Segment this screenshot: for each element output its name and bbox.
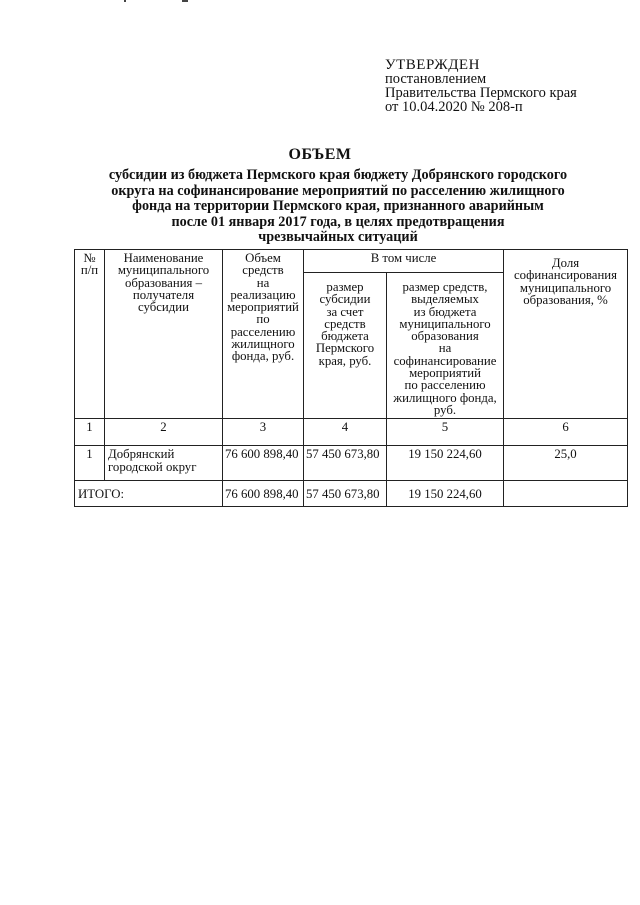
header-subsidy-line: размер [326,280,364,294]
header-row [75,250,628,273]
header-num [75,250,105,419]
subtitle-line: фонда на территории Пермского края, признанного аварийным [132,198,544,214]
subsidy-table [74,249,628,507]
header-num-line: № [83,251,96,265]
column-number: 5 [387,419,504,446]
header-local-line: выделяемых [411,292,479,307]
header-num-line: п/п [80,263,99,278]
table-row [75,446,628,481]
header-local-line: образования [411,329,479,344]
total-local: 19 150 224,60 [387,481,504,507]
header-subsidy-line: за счет [326,304,364,319]
approval-title: УТВЕРЖДЕН [385,57,480,73]
document-subtitle [78,168,598,246]
subtitle-line: после 01 января 2017 года, в целях предотвращения [171,213,505,230]
total-share [504,481,628,507]
header-volume-line: фонда, руб. [231,349,295,364]
header-share-line: образования, % [523,292,608,307]
header-volume [223,250,304,419]
header-including: В том числе [304,250,504,273]
header-subsidy-line: края, руб. [318,353,372,368]
document-title: ОБЪЕМ [288,146,352,163]
column-number: 3 [223,419,304,446]
header-volume-line: реализацию [230,287,296,302]
header-volume-line: жилищного [231,337,295,352]
header-local [387,273,504,419]
row-subsidy: 57 450 673,80 [304,446,387,481]
total-row [75,481,628,507]
header-local-line: муниципального [399,316,491,331]
header-local-line: софинансирование [393,353,497,368]
header-local-line: из бюджета [413,304,477,319]
header-name-line: субсидии [138,300,189,315]
total-volume: 76 600 898,40 [223,481,304,507]
header-local-line: на [438,341,452,356]
header-volume-line: по [256,312,270,327]
column-number: 2 [105,419,223,446]
header-local-line: руб. [433,402,457,417]
header-name [105,250,223,419]
header-volume-line: Объем [245,251,281,265]
header-subsidy [304,273,387,419]
header-local-line: мероприятий [409,366,481,381]
row-name-line: Добрянский [108,447,175,462]
header-name-line: образования – [124,275,203,290]
header-subsidy-line: бюджета [321,329,369,344]
approval-stamp [385,58,577,114]
total-label: ИТОГО: [75,481,223,507]
header-share [504,250,628,419]
subtitle-line: субсидии из бюджета Пермского края бюджету Добрянского городского [108,167,568,183]
row-local: 19 150 224,60 [387,446,504,481]
total-subsidy: 57 450 673,80 [304,481,387,507]
header-subsidy-line: Пермского [315,341,375,356]
header-subsidy-line: средств [324,316,366,331]
header-volume-line: средств [242,263,284,278]
row-name [105,446,223,481]
column-number-row [75,419,628,446]
header-local-line: размер средств, [402,280,488,294]
column-number: 4 [304,419,387,446]
subtitle-line: чрезвычайных ситуаций [258,229,418,245]
header-name-line: получателя [132,287,195,302]
row-num: 1 [75,446,105,481]
header-volume-line: на [256,275,270,290]
row-share: 25,0 [504,446,628,481]
approval-line: Правительства Пермского края [385,85,577,101]
header-local-line: по расселению [404,378,486,393]
approval-line: от 10.04.2020 № 208-п [385,99,523,115]
header-subsidy-line: субсидии [319,292,371,307]
scan-speck [124,0,126,2]
subtitle-line: округа на софинансирование мероприятий по расселению жилищного [111,182,565,199]
row-name-line: городской округ [108,459,197,474]
column-number: 6 [504,419,628,446]
column-number: 1 [75,419,105,446]
header-local-line: жилищного фонда, [393,390,497,405]
header-volume-line: мероприятий [227,300,299,315]
header-share-line: софинансирования [513,268,618,283]
row-volume: 76 600 898,40 [223,446,304,481]
scan-speck [182,0,188,2]
header-share-line: Доля [551,256,580,270]
header-name-line: муниципального [117,263,210,278]
approval-line: постановлением [385,71,487,87]
header-name-line: Наименование [123,251,204,265]
header-volume-line: расселению [230,324,296,339]
header-share-line: муниципального [519,280,612,295]
